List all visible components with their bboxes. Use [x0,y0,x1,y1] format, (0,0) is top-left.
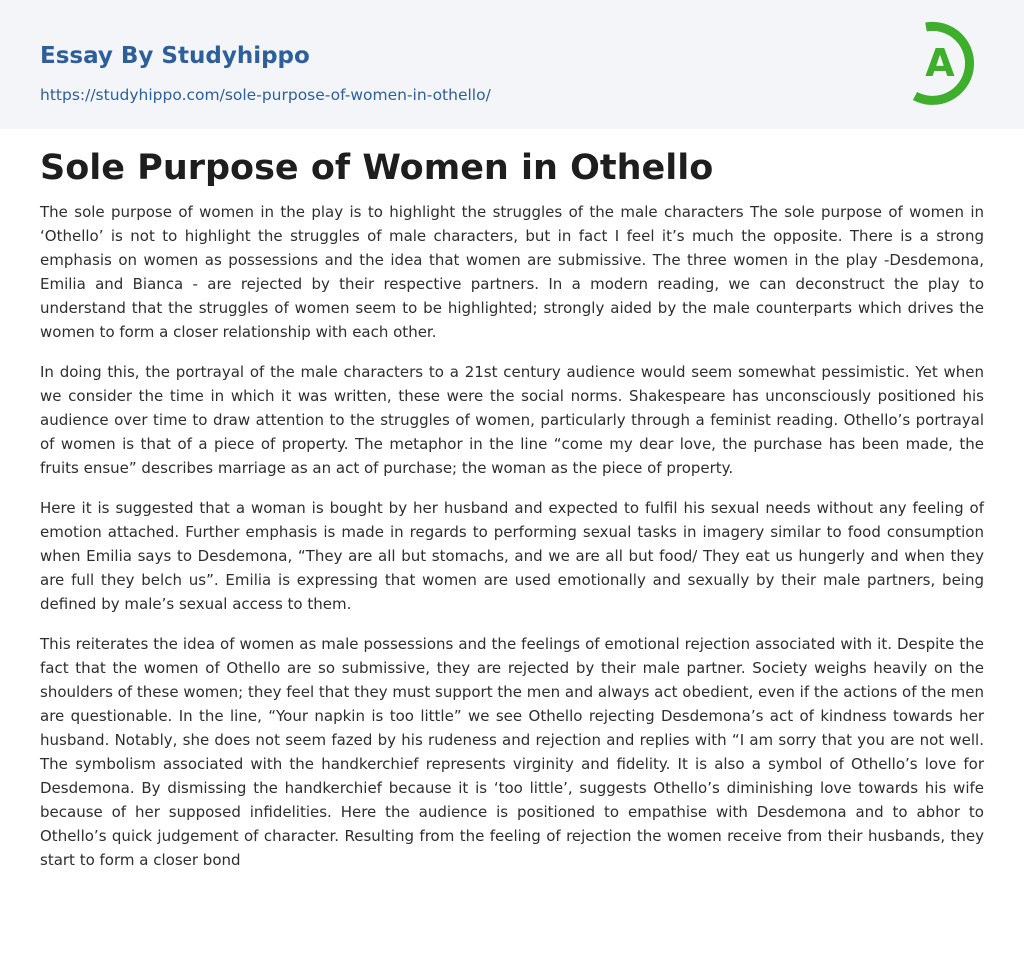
article-paragraph: Here it is suggested that a woman is bought by her husband and expected to fulfil his sexual needs without any feeling of emotion attached. Further emphasis is made in regards to performing sexual tasks in imagery similar to food consumption when Emilia says to Desdemona, “They are all but stomachs, and we are all but food/ They eat us hungerly and when they are full they belch us”. Emilia is expressing that women are used emotionally and sexually by their male partners, being defined by male’s sexual access to them. [40,499,984,613]
article-paragraph: The sole purpose of women in the play is to highlight the struggles of the male characters The sole purpose of women in ‘Othello’ is not to highlight the struggles of male characters, but in fact I feel it’s much the opposite. There is a strong emphasis on women as possessions and the idea that women are submissive. The three women in the play -Desdemona, Emilia and Bianca - are rejected by their respective partners. In a modern reading, we can deconstruct the play to understand that the struggles of women seem to be highlighted; strongly aided by the male counterparts which drives the women to form a closer relationship with each other. [40,203,984,341]
page-title: Sole Purpose of Women in Othello [40,148,714,188]
brand-title: Essay By Studyhippo [40,43,310,69]
article-url-link[interactable]: https://studyhippo.com/sole-purpose-of-women-in-othello/ [40,86,491,104]
article-paragraph: In doing this, the portrayal of the male characters to a 21st century audience would seem somewhat pessimistic. Yet when we consider the time in which it was written, these were the social norms. Shakespeare has unconsciously positioned his audience over time to draw attention to the struggles of women, particularly through a feminist reading. Othello’s portrayal of women is that of a piece of property. The metaphor in the line “come my dear love, the purchase has been made, the fruits ensue” describes marriage as an act of purchase; the woman as the piece of property. [40,363,984,477]
logo-letter: A [925,41,955,85]
site-header [0,0,1024,129]
studyhippo-logo-icon[interactable] [910,16,990,108]
article-paragraph: This reiterates the idea of women as male possessions and the feelings of emotional rejection associated with it. Despite the fact that the women of Othello are so submissive, they are rejected by their male partner. Society weighs heavily on the shoulders of these women; they feel that they must support the men and always act obedient, even if the actions of the men are questionable. In the line, “Your napkin is too little” we see Othello rejecting Desdemona’s act of kindness towards her husband. Notably, she does not seem fazed by his rudeness and rejection and replies with “I am sorry that you are not well. The symbolism associated with the handkerchief represents virginity and fidelity. It is also a symbol of Othello’s love for Desdemona. By dismissing the handkerchief because it is ‘too little’, suggests Othello’s diminishing love towards his wife because of her supposed infidelities. Here the audience is positioned to empathise with Desdemona and to abhor to Othello’s quick judgement of character. Resulting from the feeling of rejection the women receive from their husbands, they start to form a closer bond [40,635,984,869]
article-body [40,146,984,888]
